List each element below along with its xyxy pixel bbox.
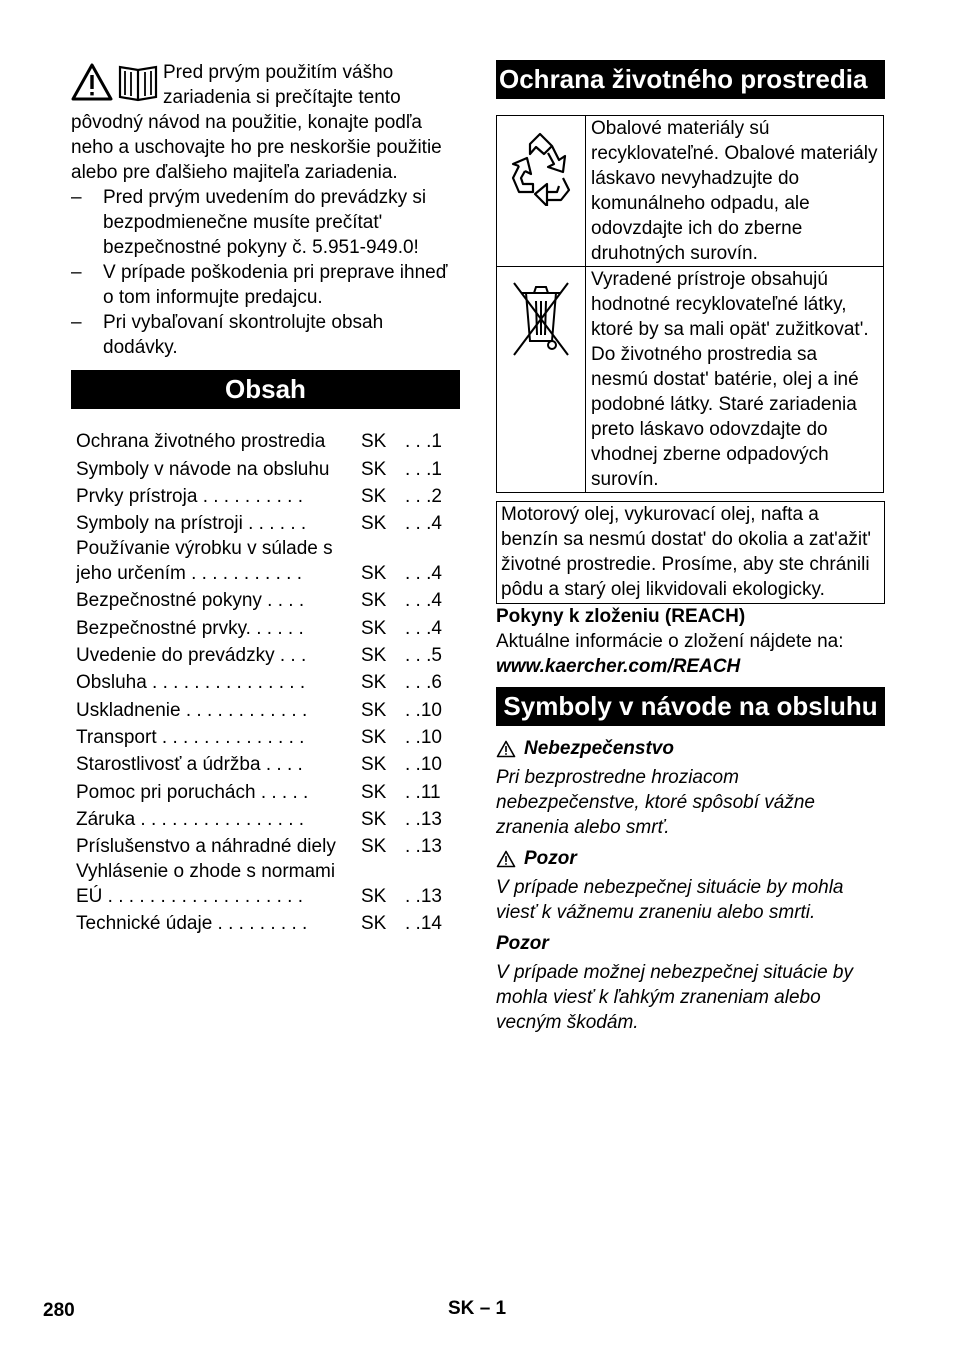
toc-page: . .14 (405, 913, 442, 935)
crossed-bin-icon (508, 279, 574, 359)
toc-page: . . .4 (405, 513, 442, 535)
intro-text: Pred prvým použitím vášho zariadenia si prečítajte tento pôvodný návod na použitie, konajte podľa neho a uschovajte ho pre neskoršie použitie alebo pre ďalšieho majiteľa zariadenia. (71, 62, 442, 183)
symbols-heading: Symboly v návode na obsluhu (496, 687, 885, 726)
warning-triangle-icon (71, 62, 113, 102)
warning-title-text: Pozor (524, 848, 577, 869)
toc-row[interactable] (76, 777, 460, 804)
toc-row[interactable] (76, 641, 460, 668)
page-number: 280 (43, 1300, 75, 1321)
toc-label: Ochrana životného prostredia (76, 431, 326, 453)
toc-page: . .10 (405, 726, 442, 748)
toc-label: Symboly na prístroji . . . . . . (76, 513, 307, 535)
toc-label: Bezpečnostné prvky. . . . . . (76, 617, 304, 639)
toc-page: . .13 (405, 886, 442, 908)
danger-text: Pri bezprostredne hroziacom nebezpečenstve, ktoré spôsobí vážne zranenia alebo smrť. (496, 767, 815, 838)
toc-row[interactable] (76, 454, 460, 481)
oil-note-box: Motorový olej, vykurovací olej, nafta a benzín sa nesmú dostat' do okolia a zat'ažit' životné prostredie. Prosíme, aby ste chránili pôdu a starý olej likvidovali ekologicky. (496, 501, 885, 604)
toc-lang: SK (361, 808, 387, 830)
toc-lang: SK (361, 726, 387, 748)
toc-row[interactable] (76, 859, 460, 909)
toc-row[interactable] (76, 586, 460, 613)
toc-label: Prvky prístroja . . . . . . . . . . (76, 485, 303, 507)
toc-label: Technické údaje . . . . . . . . . (76, 913, 308, 935)
toc-label: Pomoc pri poruchách . . . . . (76, 781, 309, 803)
table-row (497, 116, 884, 267)
icon-cell (497, 267, 586, 493)
environment-table (496, 115, 884, 493)
toc-label: Príslušenstvo a náhradné diely (76, 836, 336, 858)
intro-bullet: – V prípade poškodenia pri preprave ihneď o tom informujte predajcu. (71, 260, 460, 310)
table-row (497, 267, 884, 493)
intro-icons (71, 62, 163, 108)
toc-label: Bezpečnostné pokyny . . . . (76, 590, 305, 612)
toc-lang: SK (361, 485, 387, 507)
toc-page: . . .1 (405, 431, 442, 453)
toc-page: . . .4 (405, 590, 442, 612)
toc-page: . .13 (405, 836, 442, 858)
toc-row[interactable] (76, 482, 460, 509)
toc-row[interactable] (76, 909, 460, 936)
warning-triangle-icon (496, 740, 516, 758)
toc-label: Uvedenie do prevádzky . . . (76, 645, 307, 667)
toc-label: Obsluha . . . . . . . . . . . . . . . (76, 672, 306, 694)
toc-row[interactable] (76, 723, 460, 750)
danger-title (496, 736, 885, 761)
toc-heading: Obsah (71, 370, 460, 409)
toc-row[interactable] (76, 613, 460, 640)
toc-label: Vyhlásenie o zhode s normami EÚ . . . . . . . . . . . . . . . . . . . (76, 861, 336, 908)
reach-url-link[interactable]: www.kaercher.com/REACH (496, 656, 741, 677)
toc-lang: SK (361, 886, 387, 908)
toc-row[interactable] (76, 668, 460, 695)
toc-page: . . .6 (405, 672, 442, 694)
caution-text: V prípade možnej nebezpečnej situácie by mohla viesť k ľahkým zraneniam alebo vecným škodám. (496, 962, 854, 1033)
recycling-icon (503, 130, 579, 206)
footer-section-page: – 1 (479, 1298, 507, 1319)
right-column (496, 60, 885, 1035)
toc-page: . . .4 (405, 563, 442, 585)
reach-title: Pokyny k zloženiu (REACH) (496, 606, 746, 627)
toc-page: . . .1 (405, 458, 442, 480)
toc-lang: SK (361, 590, 387, 612)
toc-page: . . .2 (405, 485, 442, 507)
toc-lang: SK (361, 836, 387, 858)
text-cell: Obalové materiály sú recyklovateľné. Obalové materiály láskavo nevyhadzujte do komunálneho odpadu, ale odovzdajte ich do zberne druhotných surovín. (586, 116, 884, 267)
caution-title: Pozor (496, 933, 549, 954)
toc-row[interactable] (76, 509, 460, 536)
toc-page: . . .4 (405, 617, 442, 639)
toc-page: . . .5 (405, 645, 442, 667)
toc-row[interactable] (76, 427, 460, 454)
intro-bullets (71, 185, 460, 360)
intro-bullet: – Pri vybaľovaní skontrolujte obsah dodávky. (71, 310, 460, 360)
toc-lang: SK (361, 699, 387, 721)
toc-lang: SK (361, 754, 387, 776)
toc-lang: SK (361, 645, 387, 667)
toc-lang: SK (361, 672, 387, 694)
text-cell: Vyradené prístroje obsahujú hodnotné recyklovateľné látky, ktoré by sa mali opät' zužitkovat'. Do životného prostredia sa nesmú dostat' batérie, olej a iné podobné látky. Staré zariadenia preto láskavo odovzdajte do vhodnej zberne odpadových surovín. (586, 267, 884, 493)
toc-lang: SK (361, 617, 387, 639)
reach-text: Aktuálne informácie o zložení nájdete na: (496, 631, 844, 652)
toc-page: . .11 (405, 781, 441, 803)
warning-title (496, 846, 885, 871)
environment-heading: Ochrana životného prostredia (496, 60, 885, 99)
toc-label: Transport . . . . . . . . . . . . . . (76, 726, 305, 748)
warning-triangle-icon (496, 850, 516, 868)
toc-page: . .10 (405, 754, 442, 776)
danger-title-text: Nebezpečenstvo (524, 738, 674, 759)
toc-lang: SK (361, 513, 387, 535)
toc-row[interactable] (76, 536, 460, 586)
toc-page: . .13 (405, 808, 442, 830)
intro-section (71, 60, 460, 360)
manual-book-icon (117, 62, 159, 102)
toc-lang: SK (361, 913, 387, 935)
footer-section (448, 1296, 506, 1321)
toc-row[interactable] (76, 832, 460, 859)
toc-lang: SK (361, 563, 387, 585)
intro-bullet: – Pred prvým uvedením do prevádzky si bezpodmienečne musíte prečítat' bezpečnostné pokyny č. 5.951-949.0! (71, 185, 460, 260)
icon-cell (497, 116, 586, 267)
toc-lang: SK (361, 781, 387, 803)
footer-section-label: SK (448, 1298, 475, 1319)
toc-lang: SK (361, 431, 387, 453)
toc-label: Používanie výrobku v súlade s jeho určením . . . . . . . . . . . (76, 538, 333, 585)
toc-lang: SK (361, 458, 387, 480)
toc-row[interactable] (76, 805, 460, 832)
toc-page: . .10 (405, 699, 442, 721)
toc-row[interactable] (76, 750, 460, 777)
toc-label: Symboly v návode na obsluhu (76, 458, 330, 480)
toc-label: Uskladnenie . . . . . . . . . . . . (76, 699, 308, 721)
toc-label: Záruka . . . . . . . . . . . . . . . . (76, 808, 305, 830)
left-column (71, 60, 460, 936)
toc-label: Starostlivosť a údržba . . . . (76, 754, 303, 776)
table-of-contents (71, 427, 460, 936)
toc-row[interactable] (76, 695, 460, 722)
warning-text: V prípade nebezpečnej situácie by mohla viesť k vážnemu zraneniu alebo smrti. (496, 877, 844, 923)
